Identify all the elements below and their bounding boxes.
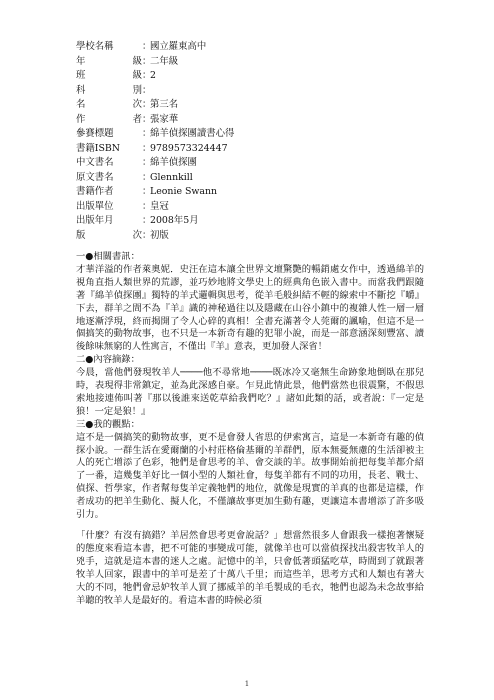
meta-label: 版 次 [76,229,142,241]
meta-row [76,200,234,215]
essay-body [76,251,424,607]
meta-value: 第三名 [150,99,179,110]
entry-info-block [76,40,234,243]
meta-row [76,229,234,244]
meta-row [76,214,234,229]
meta-value: 國立羅東高中 [150,41,207,52]
meta-row [76,156,234,171]
meta-label: 書籍ISBN [76,142,120,154]
section-paragraph: 這不是一個搞笑的動物故事，更不是會發人省思的伊索寓言，這是一本新奇有趣的偵探小說。一群生活在愛爾蘭的小村莊格倫基爾的羊群們，原本無憂無慮的生活卻被主人的死亡增添了色彩，牠們是會思考的羊、會交談的羊。故事開始前把每隻羊都介紹了一番，這幾隻羊好比一個小型的人類社會，每隻羊都有不同的功用，長老、戰士、偵探、哲學家，作者幫每隻羊定義牠們的地位，就像是現實的羊真的也都是這樣，作者成功的把羊生動化、擬人化，不僅讓故事更加生動有趣，更讓這本書增添了許多吸引力。 [76,431,424,521]
section-paragraph: 「什麼？有沒有搞錯？羊居然會思考更會說話？」想當然很多人會跟我一樣抱著懷疑的態度來看這本書，把不可能的事變成可能，就像羊也可以當偵探找出殺害牧羊人的兇手，這就是這本書的迷人之處。記憶中的羊，只會低著頭猛吃草，時間到了就跟著牧羊人回家，跟書中的羊可是差了十萬八千里；而這些羊，思考方式和人類也有著大大的不同，牠們會忌妒牧羊人買了挪威羊的羊毛製成的毛衣，牠們也認為未念故事給羊聽的牧羊人是最好的。看這本書的時候必須 [76,529,424,606]
meta-label: 出版單位 [76,200,114,212]
meta-label: 書籍作者 [76,186,114,197]
meta-label: 參賽標題 [76,128,114,139]
meta-label: 學校名稱 [76,41,114,52]
meta-label: 出版年月 [76,215,114,226]
meta-row [76,185,234,200]
meta-colon: ： [142,142,152,154]
meta-label: 中文書名 [76,157,114,168]
meta-label: 年 級 [76,55,142,67]
meta-value: 二年級 [150,55,179,67]
meta-row [76,40,234,55]
meta-row [76,142,234,157]
meta-colon: ： [142,128,152,139]
meta-colon: ： [142,157,152,168]
section-paragraph: 才華洋溢的作者萊奧妮．史汪在這本讓全世界文壇驚艷的暢銷處女作中，透過綿羊的視角直指人類世界的荒謬，並巧妙地將文學史上的經典角色嵌入書中。而當我們跟隨著『綿羊偵探團』獨特的羊式邏輯與思考，從羊毛般糾結不輕的線索中不斷挖『嚼』下去，群羊之間不為『羊』識的神秘過往以及隱藏在山谷小鎮中的複雜人性一層一層地逐漸浮現，終而揭開了令人心碎的真相！全書充滿著令人莞爾的諷喻，但這不是一個搞笑的動物故事，也不只是一本新奇有趣的犯罪小說，而是一部意涵深刻豐富、讀後餘味無窮的人性寓言，不僅出『羊』意表，更加發人深省！ [76,263,424,353]
meta-colon: ： [142,215,152,226]
meta-value: 綿羊偵探團讀書心得 [150,128,235,139]
meta-label: 班 級 [76,70,142,81]
section-heading: 一●相關書訊： [76,251,140,262]
paragraph-gap [76,522,424,530]
meta-colon: ： [142,55,152,67]
meta-colon: ： [142,70,152,81]
section-heading: 二●內容摘錄： [76,354,140,366]
meta-value: 張家華 [150,113,179,125]
meta-label: 作 者 [76,113,142,125]
section-paragraph: 今晨，當他們發現牧羊人────他不尋常地────既冰冷又毫無生命跡象地倒臥在那兒時，表現得非常鎮定，並為此深感自豪。乍見此情此景，他們當然也很震驚，不假思索地接連佈叫著『那以後誰來送乾草給我們吃？』諸如此類的話，或者說：『一定是狼！一定是狼！』 [76,367,424,417]
meta-value: 初版 [150,229,169,241]
meta-row [76,69,234,84]
meta-value: Leonie Swann [150,186,218,197]
meta-row [76,84,234,99]
meta-row [76,113,234,128]
meta-colon: ： [142,200,152,212]
meta-row [76,98,234,113]
meta-row [76,127,234,142]
meta-row [76,55,234,70]
meta-colon: ： [142,229,152,241]
meta-label: 原文書名 [76,171,114,183]
meta-label: 名 次 [76,99,142,110]
meta-label: 科 別 [76,84,142,96]
meta-colon: ： [142,171,152,183]
meta-colon: ： [142,99,152,110]
meta-colon: ： [142,186,152,197]
meta-row [76,171,234,186]
meta-value: Glennkill [150,171,193,183]
meta-value: 9789573324447 [150,142,228,154]
meta-value: 2 [150,70,156,81]
meta-value: 皇冠 [150,200,169,212]
meta-value: 綿羊偵探團 [150,157,197,168]
page-number: 1 [244,680,250,688]
meta-colon: ： [142,41,152,52]
meta-value: 2008年5月 [150,215,199,226]
meta-colon: ： [142,113,152,125]
section-heading: 三●我的觀點： [76,418,140,430]
meta-colon: ： [142,84,152,96]
